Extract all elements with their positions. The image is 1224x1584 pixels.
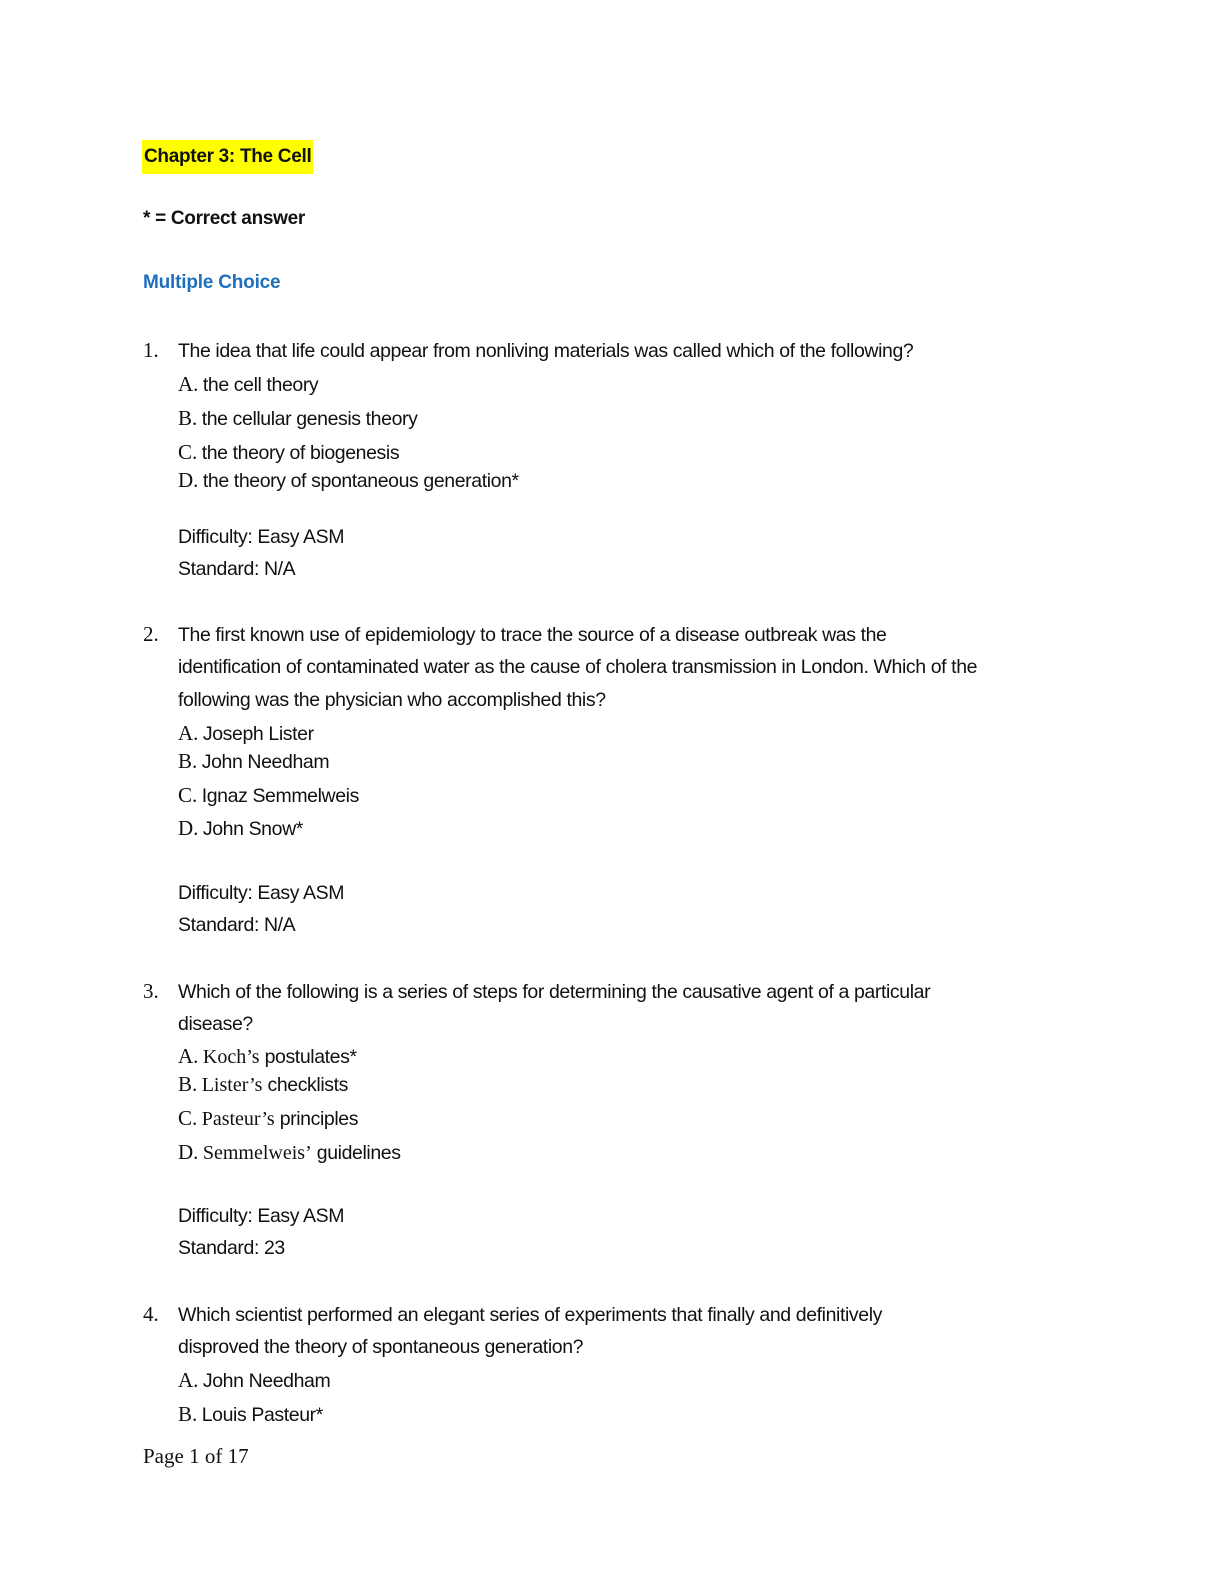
option-letter: D. — [178, 1140, 199, 1164]
option-c — [178, 1106, 358, 1131]
option-text: principles — [274, 1108, 359, 1130]
option-letter: B. — [178, 749, 198, 773]
question-number: 3. — [143, 979, 159, 1003]
option-letter: C. — [178, 1106, 198, 1130]
option-a — [178, 1368, 330, 1393]
option-d — [178, 468, 519, 493]
chapter-title: Chapter 3: The Cell — [142, 140, 313, 174]
option-c — [178, 440, 399, 465]
option-d — [178, 816, 303, 841]
option-b — [178, 406, 417, 431]
standard-label: Standard: N/A — [178, 914, 296, 936]
difficulty-label: Difficulty: Easy ASM — [178, 526, 345, 548]
standard-label: Standard: N/A — [178, 558, 296, 580]
scientist-name: Pasteur’s — [201, 1108, 275, 1130]
option-a — [178, 372, 318, 397]
answer-legend: * = Correct answer — [143, 208, 305, 229]
scientist-name: Semmelweis’ — [202, 1142, 312, 1164]
option-letter: D. — [178, 468, 199, 492]
section-heading: Multiple Choice — [143, 272, 281, 293]
option-text: the theory of spontaneous generation* — [202, 470, 519, 492]
option-letter: C. — [178, 783, 198, 807]
scientist-name: Koch’s — [202, 1046, 260, 1068]
question-text-line: Which of the following is a series of steps for determining the causative agent of a particular — [178, 981, 931, 1003]
option-letter: A. — [178, 1044, 199, 1068]
question-text-line: The idea that life could appear from nonliving materials was called which of the following? — [178, 340, 914, 362]
option-text: the theory of biogenesis — [201, 442, 400, 464]
question-text-line: identification of contaminated water as the cause of cholera transmission in London. Which of the — [178, 656, 978, 678]
option-letter: B. — [178, 1072, 198, 1096]
option-b — [178, 749, 329, 774]
option-b — [178, 1402, 323, 1427]
question-text-line: disease? — [178, 1013, 253, 1035]
option-b — [178, 1072, 348, 1097]
option-text: Joseph Lister — [202, 723, 314, 745]
question-number: 4. — [143, 1302, 159, 1326]
question-text-line: The first known use of epidemiology to trace the source of a disease outbreak was the — [178, 624, 887, 646]
option-letter: D. — [178, 816, 199, 840]
question-text-line: following was the physician who accomplished this? — [178, 689, 606, 711]
option-text: John Needham — [202, 1370, 331, 1392]
question-number: 2. — [143, 622, 159, 646]
option-letter: B. — [178, 1402, 198, 1426]
option-text: postulates* — [259, 1046, 357, 1068]
option-letter: A. — [178, 1368, 199, 1392]
option-text: Louis Pasteur* — [201, 1404, 323, 1426]
option-text: John Needham — [201, 751, 330, 773]
option-letter: A. — [178, 721, 199, 745]
question-text-line: disproved the theory of spontaneous generation? — [178, 1336, 584, 1358]
option-letter: B. — [178, 406, 198, 430]
option-a — [178, 1044, 357, 1069]
option-text: the cell theory — [202, 374, 319, 396]
option-letter: C. — [178, 440, 198, 464]
option-text: John Snow* — [202, 818, 303, 840]
question-number: 1. — [143, 338, 159, 362]
standard-label: Standard: 23 — [178, 1237, 285, 1259]
option-text: Ignaz Semmelweis — [201, 785, 359, 807]
question-text-line: Which scientist performed an elegant series of experiments that finally and definitively — [178, 1304, 883, 1326]
page-footer: Page 1 of 17 — [143, 1444, 249, 1468]
option-letter: A. — [178, 372, 199, 396]
option-text: checklists — [262, 1074, 348, 1096]
scientist-name: Lister’s — [201, 1074, 263, 1096]
option-text: guidelines — [311, 1142, 401, 1164]
difficulty-label: Difficulty: Easy ASM — [178, 1205, 345, 1227]
option-c — [178, 783, 359, 808]
option-a — [178, 721, 314, 746]
option-d — [178, 1140, 401, 1165]
option-text: the cellular genesis theory — [201, 408, 418, 430]
difficulty-label: Difficulty: Easy ASM — [178, 882, 345, 904]
